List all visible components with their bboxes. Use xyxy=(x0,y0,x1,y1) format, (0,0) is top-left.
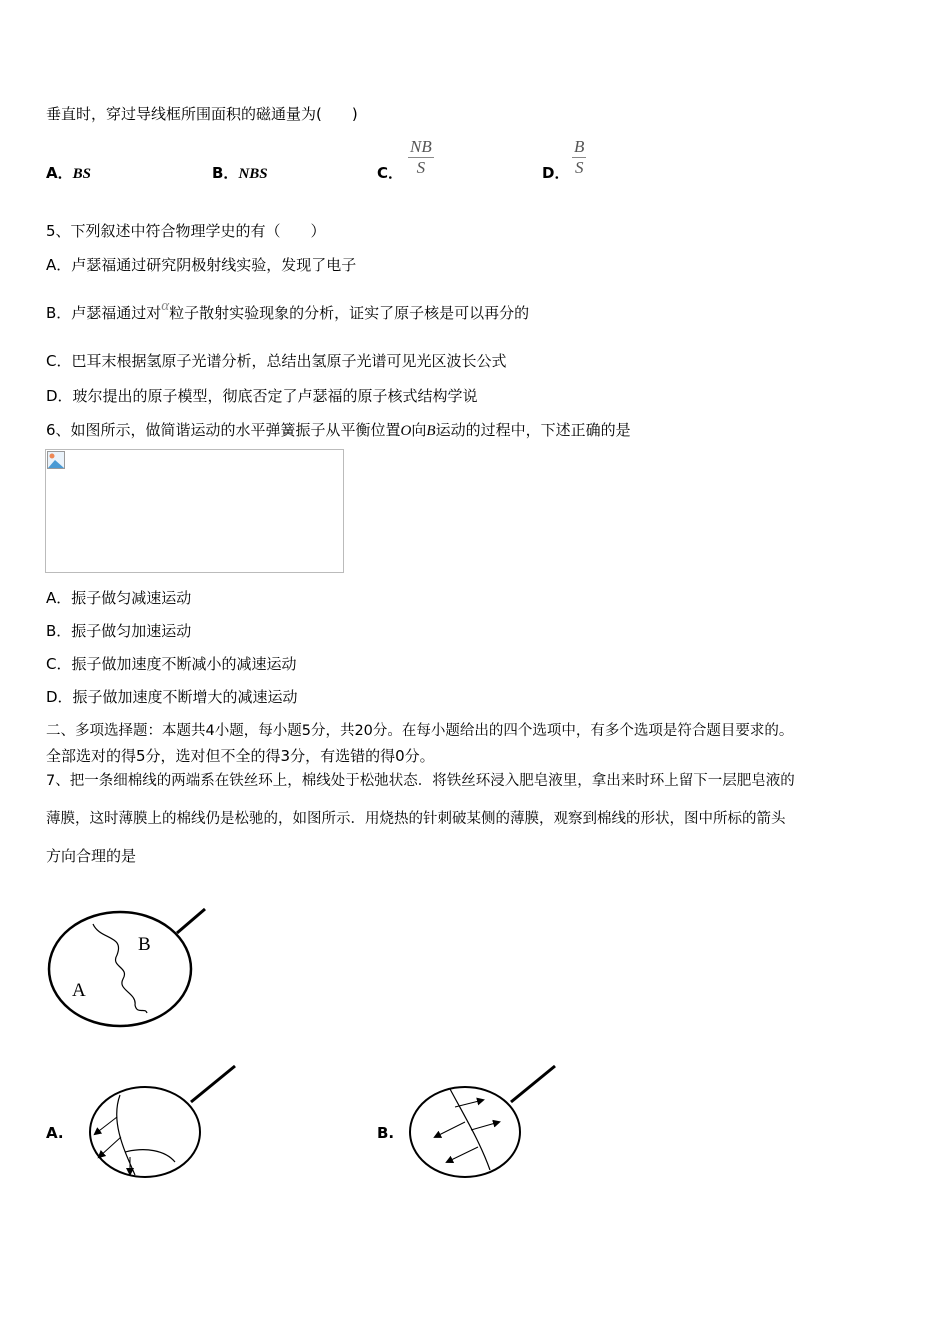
q5-option-c[interactable]: C．巴耳末根据氢原子光谱分析，总结出氢原子光谱可见光区波长公式 xyxy=(46,352,507,370)
broken-image-icon xyxy=(47,451,65,469)
q4-c-fraction xyxy=(408,137,434,178)
denominator: S xyxy=(574,158,584,177)
q6-option-c[interactable]: C．振子做加速度不断减小的减速运动 xyxy=(46,655,297,673)
q4-d-fraction xyxy=(572,137,586,178)
section2-line2: 全部选对的得5分，选对但不全的得3分，有选错的得0分。 xyxy=(46,747,435,765)
q6-option-a[interactable]: A．振子做匀减速运动 xyxy=(46,589,192,607)
figure-label-a: A xyxy=(72,980,86,1001)
numerator: B xyxy=(574,137,585,156)
q5-option-a[interactable]: A．卢瑟福通过研究阴极射线实验，发现了电子 xyxy=(46,256,357,274)
numerator: NB xyxy=(410,137,432,156)
option-b-figure xyxy=(405,1062,560,1182)
option-a-figure xyxy=(85,1062,240,1182)
point-b: B xyxy=(426,423,436,439)
q4-option-c[interactable]: C． xyxy=(377,164,404,182)
label: B． xyxy=(212,164,239,182)
q7-line2: 薄膜，这时薄膜上的棉线仍是松驰的，如图所示．用烧热的针刺破某侧的薄膜，观察到棉线的形状，图中所标的箭头 xyxy=(46,811,786,827)
q7-option-b[interactable]: B. xyxy=(377,1124,395,1142)
broken-image-placeholder xyxy=(45,449,344,573)
q7-line3: 方向合理的是 xyxy=(46,847,137,865)
section2-line1: 二、多项选择题：本题共4小题，每小题5分，共20分。在每小题给出的四个选项中，有多个选项是符合题目要求的。 xyxy=(46,723,794,739)
value: NBS xyxy=(238,166,268,182)
text: 向 xyxy=(411,421,427,439)
label: A． xyxy=(46,164,73,182)
value: BS xyxy=(72,166,91,182)
q4-stem: 垂直时，穿过导线框所围面积的磁通量为( ) xyxy=(46,105,358,123)
point-o: O xyxy=(400,423,412,439)
text: 6、如图所示，做简谐运动的水平弹簧振子从平衡位置 xyxy=(46,421,401,439)
q5-option-d[interactable]: D．玻尔提出的原子模型，彻底否定了卢瑟福的原子核式结构学说 xyxy=(46,387,478,405)
q4-option-b[interactable] xyxy=(212,162,268,183)
q6-stem xyxy=(46,419,631,440)
q7-option-a[interactable]: A. xyxy=(46,1124,64,1142)
text: 运动的过程中，下述正确的是 xyxy=(435,421,631,439)
figure-label-b: B xyxy=(138,934,151,955)
q4-option-a[interactable] xyxy=(46,162,91,183)
alpha-symbol: α xyxy=(161,298,170,314)
text: B．卢瑟福通过对 xyxy=(46,304,162,322)
text: 粒子散射实验现象的分析，证实了原子核是可以再分的 xyxy=(169,304,530,322)
soap-film-figure xyxy=(45,905,210,1030)
q7-line1: 7、把一条细棉线的两端系在铁丝环上，棉线处于松弛状态．将铁丝环浸入肥皂液里，拿出来时环上留下一层肥皂液的 xyxy=(46,773,795,789)
denominator: S xyxy=(416,158,426,177)
q6-option-b[interactable]: B．振子做匀加速运动 xyxy=(46,622,192,640)
q5-option-b[interactable] xyxy=(46,298,530,323)
q4-option-d[interactable]: D． xyxy=(542,164,570,182)
q5-stem: 5、下列叙述中符合物理学史的有（ ） xyxy=(46,222,326,240)
q6-option-d[interactable]: D．振子做加速度不断增大的减速运动 xyxy=(46,688,298,706)
